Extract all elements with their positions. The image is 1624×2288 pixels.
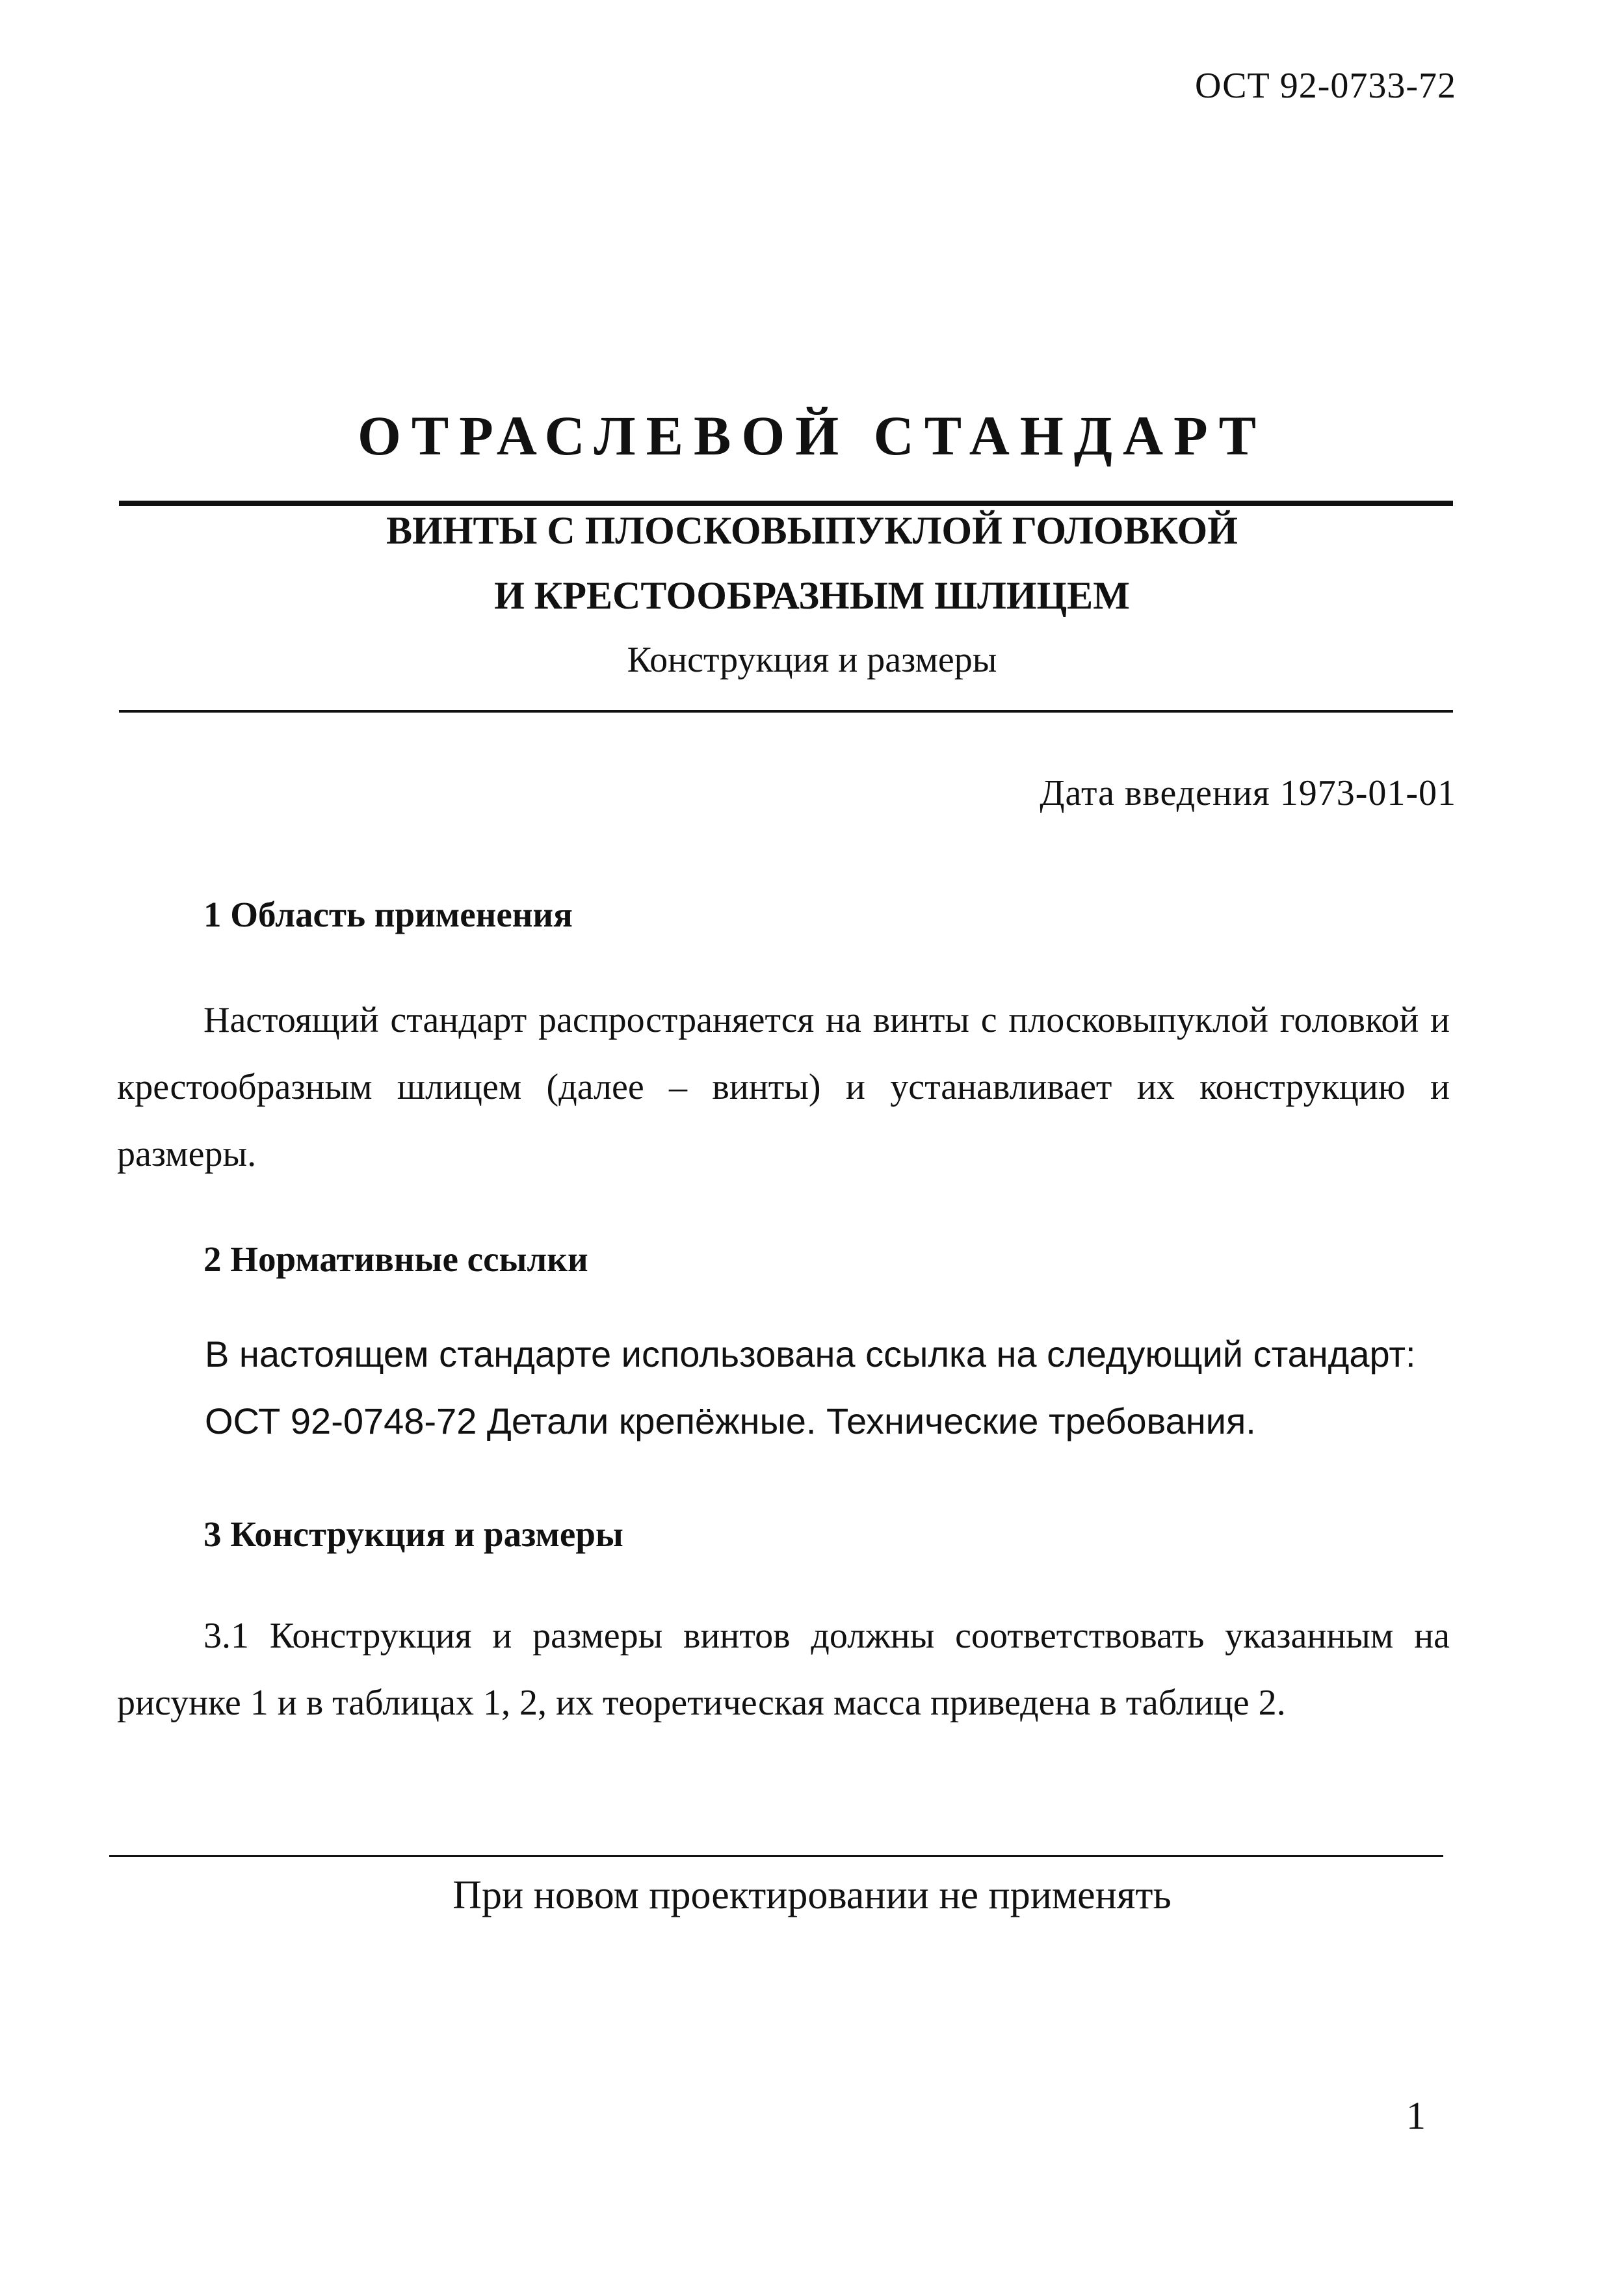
introduction-date: Дата введения 1973-01-01 xyxy=(1040,773,1456,813)
section-2-heading: 2 Нормативные ссылки xyxy=(203,1239,588,1279)
subtitle-line-2: И КРЕСТООБРАЗНЫМ ШЛИЦЕМ xyxy=(494,574,1130,617)
section-2-reference: ОСТ 92-0748-72 Детали крепёжные. Технические требования. xyxy=(205,1400,1256,1441)
subtitle-line-1: ВИНТЫ С ПЛОСКОВЫПУКЛОЙ ГОЛОВКОЙ xyxy=(386,509,1238,552)
title-divider-thin xyxy=(119,710,1453,713)
subtitle-line-3: Конструкция и размеры xyxy=(627,640,997,680)
document-title: ОТРАСЛЕВОЙ СТАНДАРТ xyxy=(357,404,1267,467)
footer-divider xyxy=(109,1855,1443,1857)
section-2-line-1: В настоящем стандарте использована ссылка на следующий стандарт: xyxy=(205,1334,1416,1374)
footer-note: При новом проектировании не применять xyxy=(452,1873,1172,1917)
document-code: ОСТ 92-0733-72 xyxy=(1195,66,1456,106)
page-number: 1 xyxy=(1406,2094,1426,2137)
section-1-heading: 1 Область применения xyxy=(203,895,573,934)
section-3-heading: 3 Конструкция и размеры xyxy=(203,1514,623,1554)
title-divider-thick xyxy=(119,501,1453,506)
section-3-paragraph: 3.1 Конструкция и размеры винтов должны соответствовать указанным на рисунке 1 и в таблицах 1, 2, их теоретическая масса приведена в таблице 2. xyxy=(117,1616,1450,1723)
section-1-paragraph: Настоящий стандарт распространяется на винты с плосковыпуклой головкой и крестообразным шлицем (далее – винты) и устанавливает их конструкцию и размеры. xyxy=(117,1000,1450,1174)
